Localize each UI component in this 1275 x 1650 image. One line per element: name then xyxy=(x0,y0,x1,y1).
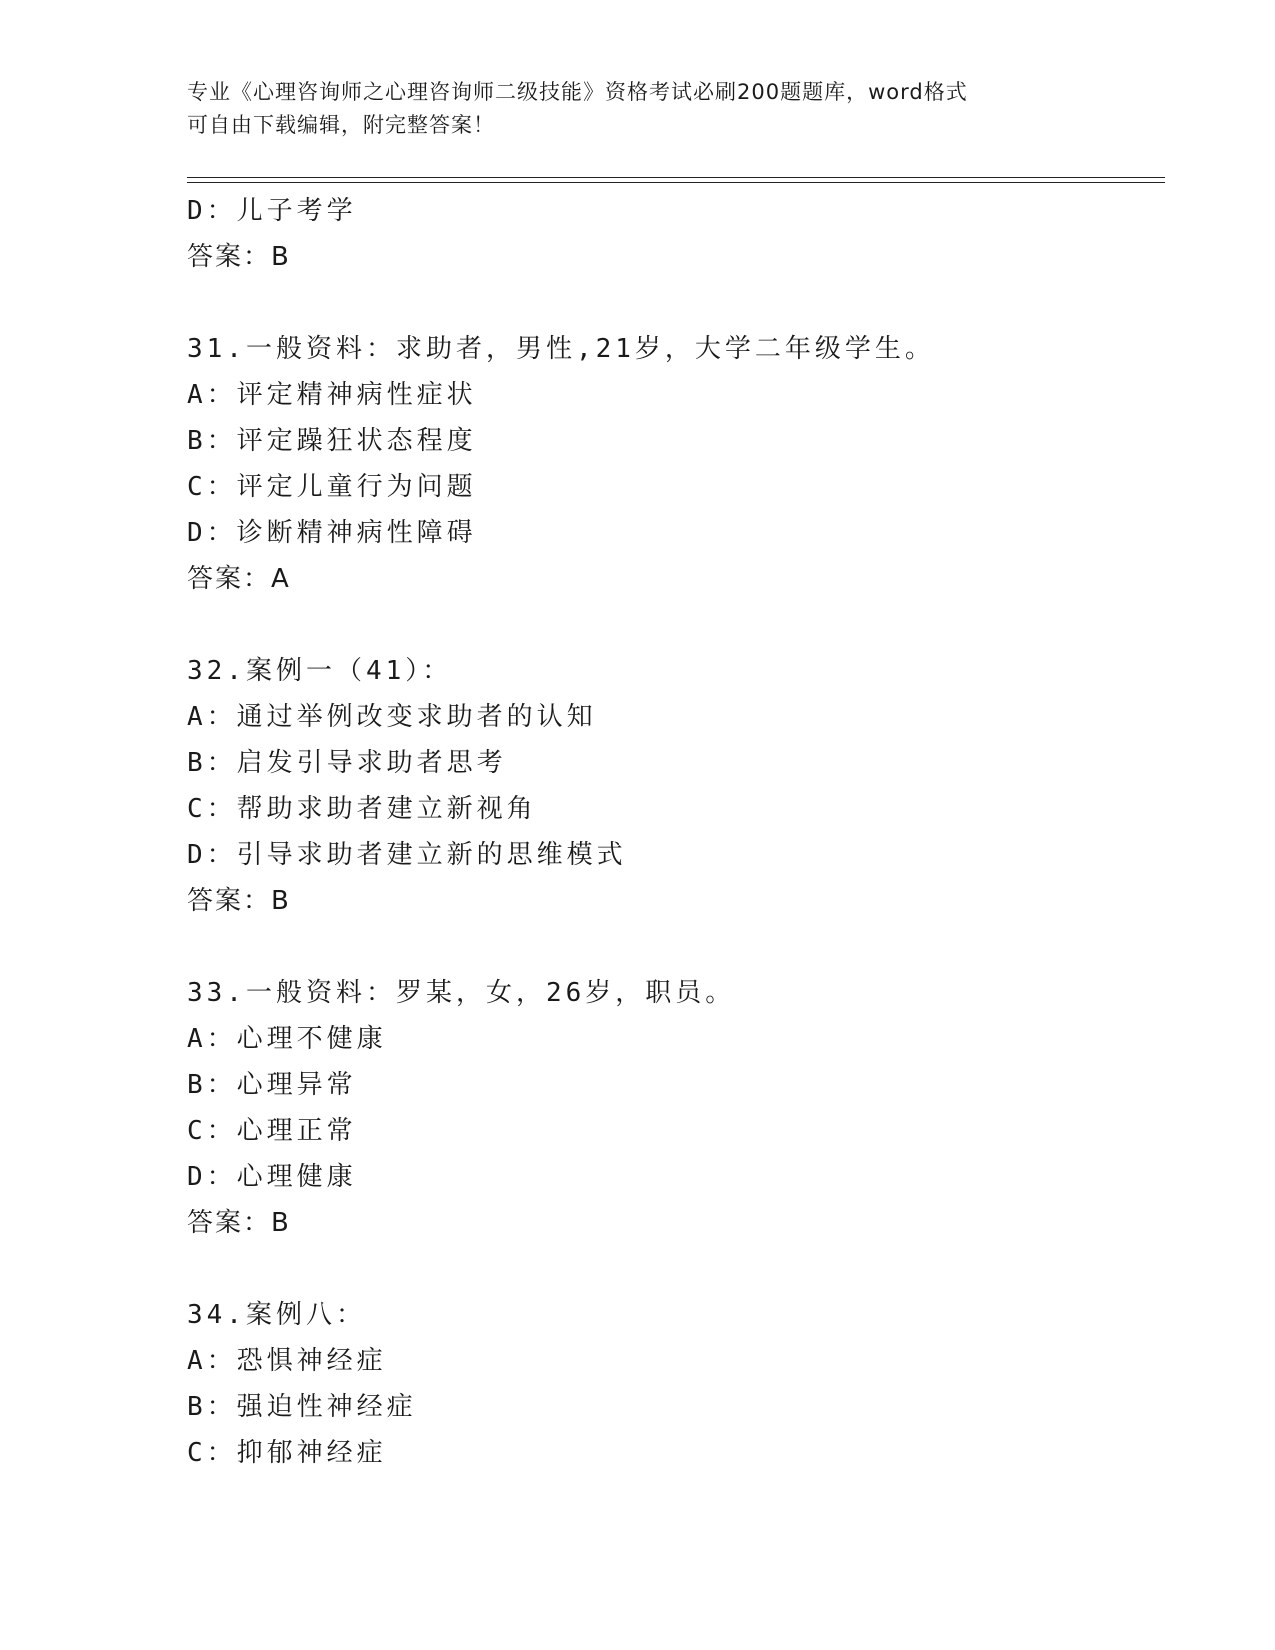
option-c: C：评定儿童行为问题 xyxy=(187,472,477,502)
question-title-33: 33.一般资料：罗某，女，26岁，职员。 xyxy=(187,978,736,1008)
question-title-32: 32.案例一（41）： xyxy=(187,656,453,686)
option-a: A：恐惧神经症 xyxy=(187,1346,387,1376)
option-c: C：抑郁神经症 xyxy=(187,1438,387,1468)
spacer xyxy=(187,602,1167,648)
spacer xyxy=(187,1246,1167,1292)
header-line-1: 专业《心理咨询师之心理咨询师二级技能》资格考试必刷200题题库，word格式 xyxy=(187,80,968,104)
header-divider-bottom xyxy=(187,182,1165,183)
option-b: B：启发引导求助者思考 xyxy=(187,748,507,778)
option-d: D：引导求助者建立新的思维模式 xyxy=(187,840,627,870)
header-line-2: 可自由下载编辑，附完整答案！ xyxy=(187,113,495,137)
option-c: C：帮助求助者建立新视角 xyxy=(187,794,537,824)
option-c: C：心理正常 xyxy=(187,1116,357,1146)
option-d: D：儿子考学 xyxy=(187,196,357,226)
question-title-31: 31.一般资料：求助者，男性,21岁，大学二年级学生。 xyxy=(187,334,935,364)
option-a: A：通过举例改变求助者的认知 xyxy=(187,702,597,732)
question-list xyxy=(187,188,1167,1476)
document-header xyxy=(187,76,1087,142)
answer-line: 答案：B xyxy=(187,886,291,916)
option-b: B：强迫性神经症 xyxy=(187,1392,417,1422)
option-d: D：诊断精神病性障碍 xyxy=(187,518,477,548)
spacer xyxy=(187,280,1167,326)
option-b: B：心理异常 xyxy=(187,1070,357,1100)
option-a: A：心理不健康 xyxy=(187,1024,387,1054)
option-d: D：心理健康 xyxy=(187,1162,357,1192)
answer-line: 答案：B xyxy=(187,242,291,272)
spacer xyxy=(187,924,1167,970)
header-divider-top xyxy=(187,177,1165,178)
option-a: A：评定精神病性症状 xyxy=(187,380,477,410)
answer-line: 答案：A xyxy=(187,564,291,594)
option-b: B：评定躁狂状态程度 xyxy=(187,426,477,456)
answer-line: 答案：B xyxy=(187,1208,291,1238)
question-title-34: 34.案例八： xyxy=(187,1300,366,1330)
